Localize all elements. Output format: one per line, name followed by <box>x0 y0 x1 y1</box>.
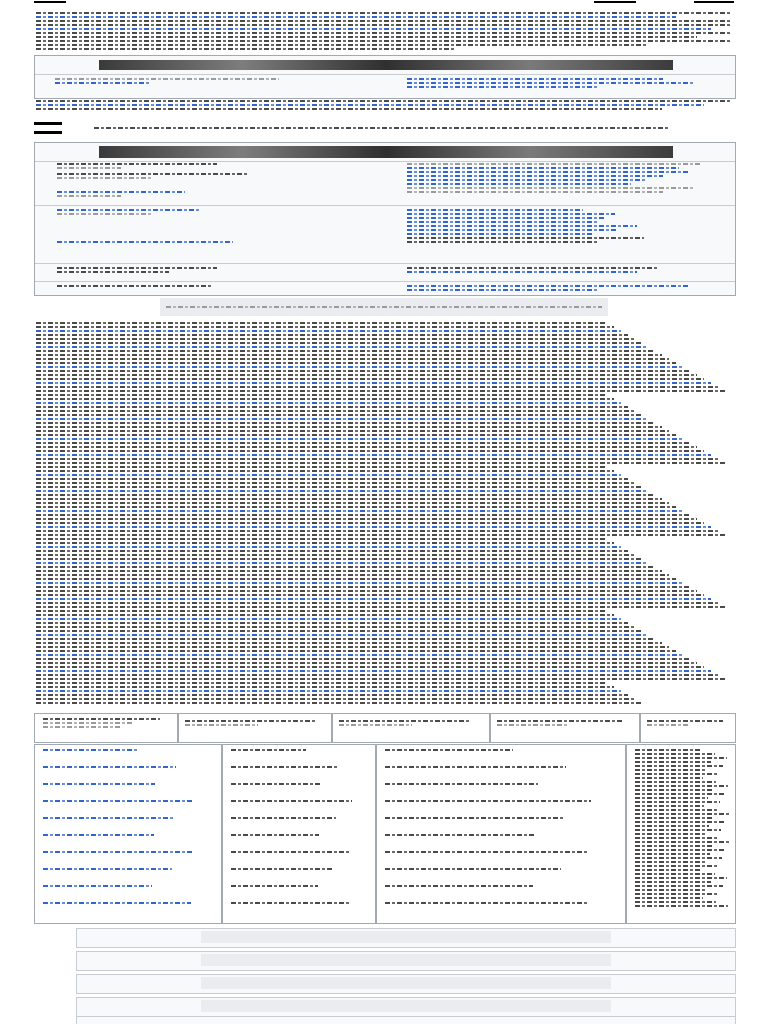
navbox-col-4 <box>635 749 731 909</box>
text-line <box>36 654 683 656</box>
text-line <box>36 390 725 392</box>
table-cell-text <box>635 753 715 755</box>
table-cell-text <box>635 897 703 899</box>
text-line <box>36 686 614 688</box>
text-line <box>36 546 621 548</box>
table-cell-text <box>231 783 321 785</box>
table-cell-text <box>635 893 719 895</box>
infobox-2-row-2-left <box>57 209 377 245</box>
table-cell-text <box>635 861 706 863</box>
text-line <box>36 334 628 336</box>
text-line <box>36 418 648 420</box>
text-line <box>36 538 607 540</box>
text-line <box>36 470 614 472</box>
table-cell-text <box>635 845 714 847</box>
table-cell-text <box>635 833 705 835</box>
text-line <box>36 330 621 332</box>
top-bar <box>34 0 734 8</box>
navbox-col-2 <box>231 749 367 919</box>
table-cell-text <box>231 834 319 836</box>
table-cell-text <box>385 834 536 836</box>
table-cell-text <box>385 851 589 853</box>
text-line <box>36 350 655 352</box>
table-cell-text <box>385 749 513 751</box>
text-line <box>36 602 718 604</box>
infobox-2-image <box>99 146 673 158</box>
text-line <box>36 490 648 492</box>
table-cell-text <box>43 766 176 768</box>
text-line <box>36 394 607 396</box>
infobox-2-row-2-right <box>407 209 727 245</box>
table-cell-text <box>385 817 564 819</box>
table-cell-text <box>635 757 727 759</box>
text-line <box>36 646 669 648</box>
text-line <box>36 598 711 600</box>
text-line <box>36 570 662 572</box>
text-line <box>36 578 676 580</box>
infobox-1 <box>34 55 736 99</box>
text-line <box>36 514 690 516</box>
table-cell-text <box>635 761 711 763</box>
text-line <box>36 354 662 356</box>
table-cell-text <box>635 901 716 903</box>
text-line <box>36 438 683 440</box>
infobox-1-right <box>407 78 727 90</box>
text-line <box>36 518 697 520</box>
text-line <box>36 374 697 376</box>
footer-navbox-5[interactable] <box>76 1016 736 1024</box>
table-cell-text <box>385 885 533 887</box>
table-cell-text <box>635 793 724 795</box>
text-line <box>36 506 676 508</box>
table-cell-text <box>635 785 728 787</box>
table-cell-text <box>385 783 538 785</box>
text-line <box>36 582 683 584</box>
table-cell-text <box>635 829 721 831</box>
text-line <box>36 638 655 640</box>
text-line <box>36 662 697 664</box>
footer-navbox-4[interactable] <box>76 997 736 1017</box>
table-cell-text <box>43 851 193 853</box>
table-cell-text <box>635 825 709 827</box>
text-line <box>36 542 614 544</box>
text-line <box>36 474 621 476</box>
table-cell-text <box>635 749 702 751</box>
table-cell-text <box>43 817 174 819</box>
text-line <box>36 562 648 564</box>
text-line <box>36 466 607 468</box>
text-line <box>36 446 697 448</box>
text-line <box>36 442 690 444</box>
text-line <box>36 702 642 704</box>
text-line <box>36 482 635 484</box>
navbox-col-3 <box>385 749 617 919</box>
text-line <box>36 574 669 576</box>
text-line <box>36 370 690 372</box>
text-line <box>36 690 621 692</box>
text-line <box>36 650 676 652</box>
text-line <box>36 614 614 616</box>
text-line <box>36 658 690 660</box>
text-line <box>36 426 662 428</box>
text-line <box>36 422 655 424</box>
text-line <box>36 622 628 624</box>
text-line <box>36 606 725 608</box>
infobox-2-row-1-left <box>57 163 377 199</box>
infobox-2-row-3-left <box>57 267 377 275</box>
text-line <box>36 618 621 620</box>
table-cell-text <box>385 800 591 802</box>
table-cell-text <box>231 902 349 904</box>
table-cell-text <box>635 873 715 875</box>
mid-paragraph <box>36 100 732 112</box>
text-line <box>36 642 662 644</box>
text-line <box>36 454 711 456</box>
table-cell-text <box>43 885 152 887</box>
table-cell-text <box>635 849 726 851</box>
table-cell-text <box>385 868 561 870</box>
infobox-1-left <box>55 78 375 86</box>
table-cell-text <box>635 889 707 891</box>
text-line <box>36 402 621 404</box>
table-cell-text <box>43 749 137 751</box>
table-cell-text <box>635 857 722 859</box>
text-line <box>36 450 704 452</box>
text-line <box>36 486 642 488</box>
text-line <box>36 610 607 612</box>
text-line <box>36 406 628 408</box>
footer-navbox-3[interactable] <box>76 974 736 994</box>
text-line <box>36 434 676 436</box>
table-cell-text <box>231 851 351 853</box>
table-cell-text <box>635 821 725 823</box>
text-line <box>36 682 607 684</box>
text-line <box>36 410 635 412</box>
text-line <box>36 458 718 460</box>
contents-bar[interactable] <box>160 298 608 316</box>
text-line <box>36 398 614 400</box>
text-line <box>36 358 669 360</box>
table-cell-text <box>231 800 352 802</box>
table-cell-text <box>635 777 703 779</box>
text-line <box>36 430 669 432</box>
table-cell-text <box>43 800 194 802</box>
text-line <box>36 526 711 528</box>
table-cell-text <box>635 781 716 783</box>
text-line <box>36 550 628 552</box>
text-line <box>36 674 718 676</box>
table-cell-text <box>385 766 566 768</box>
text-line <box>36 626 635 628</box>
table-cell-text <box>635 905 728 907</box>
section-heading <box>34 122 734 136</box>
table-cell-text <box>635 877 727 879</box>
text-line <box>36 382 711 384</box>
table-cell-text <box>43 902 191 904</box>
table-cell-text <box>385 902 587 904</box>
text-line <box>36 494 655 496</box>
table-cell-text <box>635 885 723 887</box>
text-line <box>36 378 704 380</box>
text-line <box>36 566 655 568</box>
table-cell-text <box>635 817 713 819</box>
table-cell-text <box>635 765 723 767</box>
table-cell-text <box>231 868 334 870</box>
text-line <box>36 338 635 340</box>
infobox-2-row-4-left <box>57 285 377 289</box>
table-cell-text <box>635 789 712 791</box>
infobox-2-row-4-right <box>407 285 727 293</box>
text-line <box>36 694 628 696</box>
table-cell-text <box>231 749 306 751</box>
infobox-2-row-3-right <box>407 267 727 275</box>
text-line <box>36 594 704 596</box>
table-cell-text <box>635 797 708 799</box>
navbox-col-1 <box>43 749 213 919</box>
text-line <box>36 558 642 560</box>
text-line <box>36 502 669 504</box>
text-line <box>36 386 718 388</box>
table-cell-text <box>635 805 704 807</box>
footer-navbox-2[interactable] <box>76 951 736 971</box>
table-cell-text <box>231 817 336 819</box>
intro-paragraph <box>36 12 732 52</box>
text-line <box>36 698 635 700</box>
text-line <box>36 462 725 464</box>
text-line <box>36 522 704 524</box>
table-cell-text <box>635 841 730 843</box>
text-line <box>36 414 642 416</box>
text-line <box>36 366 683 368</box>
text-line <box>36 362 676 364</box>
navbox-header <box>34 713 736 743</box>
text-line <box>36 478 628 480</box>
table-cell-text <box>43 834 154 836</box>
text-line <box>36 670 711 672</box>
table-cell-text <box>635 869 702 871</box>
text-line <box>36 554 635 556</box>
table-cell-text <box>231 885 318 887</box>
text-line <box>36 666 704 668</box>
table-cell-text <box>635 865 719 867</box>
table-cell-text <box>43 783 155 785</box>
table-cell-text <box>635 881 711 883</box>
text-line <box>36 586 690 588</box>
text-line <box>36 634 648 636</box>
body-text <box>36 322 732 706</box>
text-line <box>36 530 718 532</box>
table-cell-text <box>231 766 337 768</box>
text-line <box>36 322 607 324</box>
infobox-2-row-1-right <box>407 163 727 195</box>
text-line <box>36 630 642 632</box>
text-line <box>36 678 725 680</box>
table-cell-text <box>43 868 172 870</box>
footer-navbox-1[interactable] <box>76 928 736 948</box>
text-line <box>36 342 642 344</box>
table-cell-text <box>635 853 710 855</box>
navbox-header-col-1 <box>43 718 173 730</box>
table-cell-text <box>635 769 707 771</box>
text-line <box>36 590 697 592</box>
navbox-table <box>34 744 736 924</box>
text-line <box>36 346 648 348</box>
table-cell-text <box>635 813 729 815</box>
table-cell-text <box>635 837 718 839</box>
table-cell-text <box>635 773 719 775</box>
infobox-1-image <box>99 60 673 70</box>
text-line <box>36 326 614 328</box>
text-line <box>36 498 662 500</box>
text-line <box>36 510 683 512</box>
text-line <box>36 534 725 536</box>
table-cell-text <box>635 809 717 811</box>
table-cell-text <box>635 801 720 803</box>
infobox-2 <box>34 142 736 296</box>
